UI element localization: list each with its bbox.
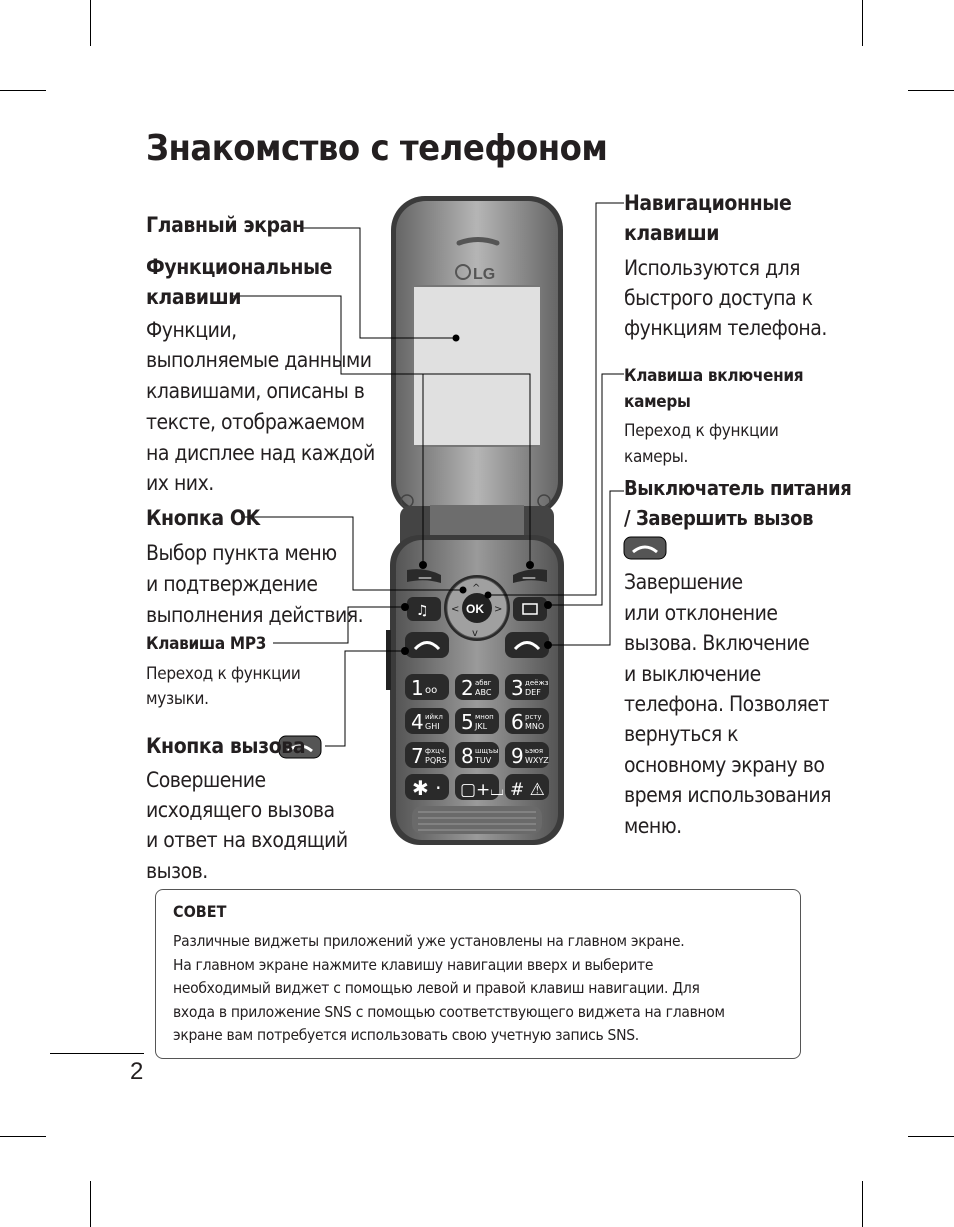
camera-desc-1: Переход к функции <box>624 421 779 441</box>
keypad-digit: 8 <box>461 744 474 768</box>
svg-text:—: — <box>522 570 536 586</box>
ok-desc-1: Выбор пункта меню <box>146 541 337 565</box>
tip-line: экране вам потребуется использовать свою учетную запись SNS. <box>173 1026 639 1044</box>
keypad-digit: 1 <box>411 676 424 700</box>
keypad-letters: WXYZ <box>525 756 549 765</box>
keypad-cyr-letters: мноп <box>475 713 494 721</box>
voicemail-icon: oo <box>425 685 438 696</box>
func-keys-title-2: клавиши <box>146 285 242 309</box>
page-title: Знакомство с телефоном <box>146 128 608 169</box>
keypad-digit: 7 <box>411 744 424 768</box>
keypad-digit: 3 <box>511 676 524 700</box>
func-keys-desc-6: их них. <box>146 471 214 495</box>
keypad-digit: 5 <box>461 710 474 734</box>
nav-keys-title-1: Навигационные <box>624 191 792 215</box>
mp3-desc-1: Переход к функции <box>146 664 301 684</box>
keypad-letters: TUV <box>475 756 492 765</box>
ok-button-title: Кнопка OK <box>146 506 260 530</box>
keypad-letters: MNO <box>525 722 545 731</box>
svg-text:♫: ♫ <box>416 603 429 619</box>
tip-line: входа в приложение SNS с помощью соответствующего виджета на главном <box>173 1002 725 1021</box>
tip-body <box>173 930 793 1048</box>
nav-desc-2: быстрого доступа к <box>624 286 813 310</box>
call-desc-2: исходящего вызова <box>146 798 335 822</box>
camera-desc-2: камеры. <box>624 447 689 467</box>
tip-line: Различные виджеты приложений уже установлены на главном экране. <box>173 932 685 950</box>
tip-line: На главном экране нажмите клавишу навигации вверх и выберите <box>173 955 654 974</box>
main-screen-label: Главный экран <box>146 213 305 237</box>
nav-desc-3: функциям телефона. <box>624 316 827 340</box>
power-key-title-2: / Завершить вызов <box>624 506 814 530</box>
svg-text:✱ ·: ✱ · <box>412 776 442 800</box>
tip-line: необходимый виджет с помощью левой и правой клавиш навигации. Для <box>173 979 700 997</box>
mp3-key-title: Клавиша MP3 <box>146 634 267 654</box>
keypad-cyr-letters: рсту <box>525 713 542 721</box>
keypad-digit: 4 <box>411 710 424 734</box>
power-desc-2: или отклонение <box>624 601 778 625</box>
func-keys-desc-2: выполняемые данными <box>146 348 372 372</box>
keypad-cyr-letters: фхцч <box>425 747 445 755</box>
keypad-digit: 2 <box>461 676 474 700</box>
func-keys-desc-5: на дисплее над каждой <box>146 441 375 465</box>
keypad-letters: ABC <box>475 688 492 697</box>
keypad-letters: GHI <box>425 722 440 731</box>
power-desc-6: вернуться к <box>624 722 739 746</box>
call-desc-3: и ответ на входящий <box>146 828 348 852</box>
power-desc-9: меню. <box>624 814 682 838</box>
keypad-cyr-letters: ийкл <box>425 713 443 721</box>
svg-text:# ⚠: # ⚠ <box>510 780 545 800</box>
keypad-cyr-letters: деёжз <box>525 679 549 687</box>
svg-text:^: ^ <box>472 583 481 594</box>
camera-key-title-1: Клавиша включения <box>624 366 804 386</box>
svg-text:—: — <box>418 570 432 586</box>
svg-text:▢+⌴: ▢+⌴ <box>460 780 504 800</box>
power-desc-5: телефона. Позволяет <box>624 692 830 716</box>
tip-title: СОВЕТ <box>173 902 227 921</box>
power-desc-1: Завершение <box>624 570 743 594</box>
power-key-title-1: Выключатель питания <box>624 476 852 500</box>
nav-keys-title-2: клавиши <box>624 221 720 245</box>
nav-desc-1: Используются для <box>624 256 801 280</box>
ok-desc-3: выполнения действия. <box>146 603 364 627</box>
mp3-desc-2: музыки. <box>146 689 209 709</box>
keypad-letters: DEF <box>525 688 541 697</box>
func-keys-desc-4: тексте, отображаемом <box>146 410 365 434</box>
power-desc-4: и выключение <box>624 662 761 686</box>
ok-key-label: OK <box>466 602 484 616</box>
keypad-cyr-letters: ьэюя <box>525 747 544 755</box>
ok-desc-2: и подтверждение <box>146 572 318 596</box>
power-desc-7: основному экрану во <box>624 753 825 777</box>
func-keys-title-1: Функциональные <box>146 255 333 279</box>
power-desc-8: время использования <box>624 783 831 807</box>
keypad-digit: 9 <box>511 744 524 768</box>
keypad-cyr-letters: абвг <box>475 679 492 687</box>
brand-logo: LG <box>473 266 496 283</box>
call-button-title: Кнопка вызова <box>146 734 306 758</box>
func-keys-desc-3: клавишами, описаны в <box>146 379 365 403</box>
svg-text:>: > <box>494 604 503 615</box>
svg-text:<: < <box>451 604 460 615</box>
svg-text:v: v <box>472 628 478 639</box>
page-rule <box>50 1053 144 1054</box>
camera-key-title-2: камеры <box>624 392 691 412</box>
tip-box <box>155 889 801 1059</box>
func-keys-desc-1: Функции, <box>146 318 237 342</box>
keypad-cyr-letters: шщъы <box>475 747 499 755</box>
page-number: 2 <box>130 1058 144 1085</box>
keypad-digit: 6 <box>511 710 524 734</box>
call-desc-4: вызов. <box>146 859 208 883</box>
keypad-letters: JKL <box>475 722 488 731</box>
keypad-letters: PQRS <box>425 756 447 765</box>
power-desc-3: вызова. Включение <box>624 631 810 655</box>
call-desc-1: Совершение <box>146 768 266 792</box>
